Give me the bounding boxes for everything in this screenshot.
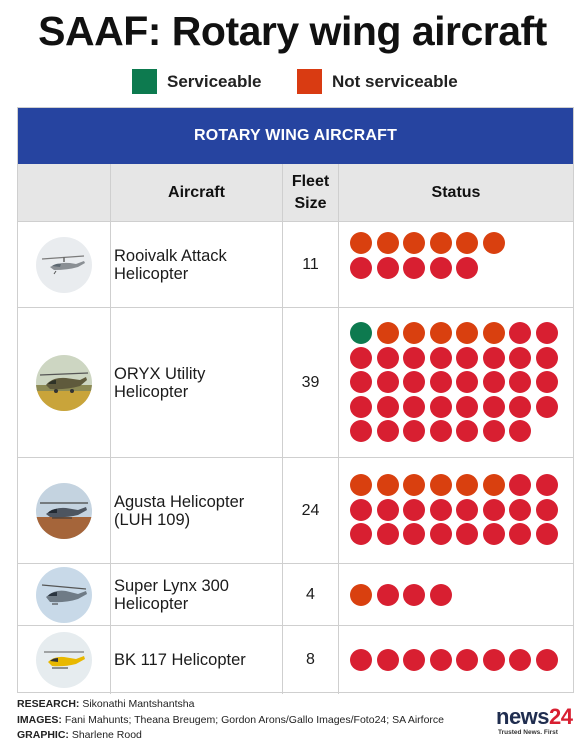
not-serviceable-dot [456, 420, 478, 442]
not-serviceable-dot [483, 347, 505, 369]
not-serviceable-dot [377, 649, 399, 671]
not-serviceable-dot [536, 371, 558, 393]
not-serviceable-dot [403, 232, 425, 254]
fleet-size: 11 [283, 222, 339, 307]
not-serviceable-dot [456, 523, 478, 545]
not-serviceable-dot [456, 474, 478, 496]
not-serviceable-dot [483, 371, 505, 393]
fleet-size: 39 [283, 308, 339, 457]
not-serviceable-dot [350, 649, 372, 671]
not-serviceable-dot [403, 523, 425, 545]
not-serviceable-dot [483, 649, 505, 671]
not-serviceable-dot [456, 649, 478, 671]
logo-number: 24 [549, 704, 573, 729]
not-serviceable-dot [430, 371, 452, 393]
not-serviceable-dot [483, 322, 505, 344]
oryx-helicopter-icon [36, 355, 92, 411]
credits [17, 697, 444, 744]
not-serviceable-dot [350, 474, 372, 496]
not-serviceable-dot [509, 499, 531, 521]
legend-not-serviceable [297, 69, 458, 94]
fleet-size: 4 [283, 564, 339, 625]
not-serviceable-dot [536, 523, 558, 545]
not-serviceable-dot [377, 257, 399, 279]
aircraft-name: Super Lynx 300 Helicopter [111, 564, 283, 625]
not-serviceable-dot [430, 232, 452, 254]
aircraft-name: ORYX Utility Helicopter [111, 308, 283, 457]
aircraft-image-cell [18, 626, 111, 694]
not-serviceable-dot [509, 523, 531, 545]
not-serviceable-dot [536, 499, 558, 521]
column-header-row [18, 164, 573, 222]
legend-serviceable-label: Serviceable [167, 71, 262, 91]
not-serviceable-dot [377, 232, 399, 254]
not-serviceable-dot [350, 232, 372, 254]
not-serviceable-dot [430, 347, 452, 369]
not-serviceable-dot [456, 257, 478, 279]
not-serviceable-dot [456, 499, 478, 521]
not-serviceable-dot [536, 649, 558, 671]
not-serviceable-dot [377, 420, 399, 442]
aircraft-image-cell [18, 458, 111, 563]
not-serviceable-dot [377, 371, 399, 393]
not-serviceable-dot [350, 371, 372, 393]
not-serviceable-dot [403, 584, 425, 606]
credit-images [17, 713, 444, 729]
not-serviceable-dot [350, 347, 372, 369]
column-header-fleet-size-label: Fleet Size [291, 173, 330, 212]
table-row [18, 308, 573, 458]
not-serviceable-dot [483, 474, 505, 496]
table-row [18, 458, 573, 564]
not-serviceable-dot [403, 649, 425, 671]
serviceable-swatch [132, 69, 157, 94]
status-cell [339, 564, 573, 625]
status-cell [339, 626, 573, 694]
not-serviceable-dot [509, 649, 531, 671]
not-serviceable-dot [536, 474, 558, 496]
not-serviceable-dot [430, 257, 452, 279]
not-serviceable-dot [403, 420, 425, 442]
table-header: ROTARY WING AIRCRAFT [18, 108, 573, 164]
logo-text: news [496, 704, 550, 729]
not-serviceable-dot [430, 420, 452, 442]
not-serviceable-dot [403, 257, 425, 279]
credit-images-label: IMAGES: [17, 713, 62, 726]
not-serviceable-dot [483, 396, 505, 418]
not-serviceable-dot [456, 322, 478, 344]
not-serviceable-dot [403, 322, 425, 344]
not-serviceable-dot [377, 396, 399, 418]
not-serviceable-dot [430, 499, 452, 521]
not-serviceable-dot [403, 371, 425, 393]
status-cell [339, 222, 573, 307]
not-serviceable-dot [430, 322, 452, 344]
aircraft-image-cell [18, 564, 111, 625]
not-serviceable-dot [536, 396, 558, 418]
news24-logo [496, 706, 576, 737]
not-serviceable-swatch [297, 69, 322, 94]
not-serviceable-dot [350, 396, 372, 418]
column-header-aircraft: Aircraft [111, 164, 283, 222]
table-row [18, 626, 573, 694]
not-serviceable-dot [377, 584, 399, 606]
not-serviceable-dot [403, 347, 425, 369]
not-serviceable-dot [456, 396, 478, 418]
not-serviceable-dot [509, 371, 531, 393]
not-serviceable-dot [483, 499, 505, 521]
not-serviceable-dot [509, 396, 531, 418]
not-serviceable-dot [403, 396, 425, 418]
not-serviceable-dot [377, 322, 399, 344]
serviceable-dot [350, 322, 372, 344]
legend-serviceable [132, 69, 262, 94]
page-title: SAAF: Rotary wing aircraft [38, 8, 547, 54]
aircraft-table [17, 107, 574, 693]
not-serviceable-dot [350, 257, 372, 279]
not-serviceable-dot [430, 396, 452, 418]
credit-research-label: RESEARCH: [17, 698, 80, 710]
column-header-fleet-size [283, 164, 339, 222]
status-cell [339, 308, 573, 457]
bk117-helicopter-icon [36, 632, 92, 688]
not-serviceable-dot [430, 523, 452, 545]
not-serviceable-dot [536, 347, 558, 369]
not-serviceable-dot [377, 499, 399, 521]
aircraft-image-cell [18, 308, 111, 457]
aircraft-name: Agusta Helicopter (LUH 109) [111, 458, 283, 563]
credit-research [17, 697, 444, 713]
not-serviceable-dot [509, 420, 531, 442]
not-serviceable-dot [430, 474, 452, 496]
not-serviceable-dot [536, 322, 558, 344]
table-row [18, 222, 573, 308]
column-header-image [18, 164, 111, 222]
not-serviceable-dot [483, 420, 505, 442]
credit-graphic-label: GRAPHIC: [17, 729, 69, 741]
not-serviceable-dot [403, 499, 425, 521]
aircraft-name: Rooivalk Attack Helicopter [111, 222, 283, 307]
not-serviceable-dot [509, 474, 531, 496]
not-serviceable-dot [403, 474, 425, 496]
credit-research-value: Sikonathi Mantshantsha [82, 698, 195, 710]
not-serviceable-dot [456, 347, 478, 369]
logo-tagline: Trusted News. First [498, 729, 558, 736]
super-lynx-helicopter-icon [36, 567, 92, 623]
not-serviceable-dot [377, 523, 399, 545]
legend [0, 69, 585, 97]
not-serviceable-dot [350, 499, 372, 521]
not-serviceable-dot [509, 347, 531, 369]
not-serviceable-dot [509, 322, 531, 344]
not-serviceable-dot [456, 371, 478, 393]
table-row [18, 564, 573, 626]
aircraft-image-cell [18, 222, 111, 307]
not-serviceable-dot [430, 584, 452, 606]
column-header-status: Status [431, 184, 481, 201]
not-serviceable-dot [350, 523, 372, 545]
not-serviceable-dot [430, 649, 452, 671]
credit-graphic-value: Sharlene Rood [71, 729, 142, 741]
credit-images-value: Fani Mahunts; Theana Breugem; Gordon Arons/Gallo Images/Foto24; SA Airforce [64, 713, 445, 726]
legend-not-serviceable-label: Not serviceable [332, 71, 458, 91]
agusta-helicopter-icon [36, 483, 92, 539]
not-serviceable-dot [350, 420, 372, 442]
rooivalk-helicopter-icon [36, 237, 92, 293]
not-serviceable-dot [377, 474, 399, 496]
not-serviceable-dot [483, 523, 505, 545]
fleet-size: 8 [283, 626, 339, 694]
status-cell [339, 458, 573, 563]
fleet-size: 24 [283, 458, 339, 563]
not-serviceable-dot [483, 232, 505, 254]
not-serviceable-dot [377, 347, 399, 369]
aircraft-name: BK 117 Helicopter [111, 626, 283, 694]
not-serviceable-dot [350, 584, 372, 606]
not-serviceable-dot [456, 232, 478, 254]
credit-graphic [17, 728, 444, 744]
